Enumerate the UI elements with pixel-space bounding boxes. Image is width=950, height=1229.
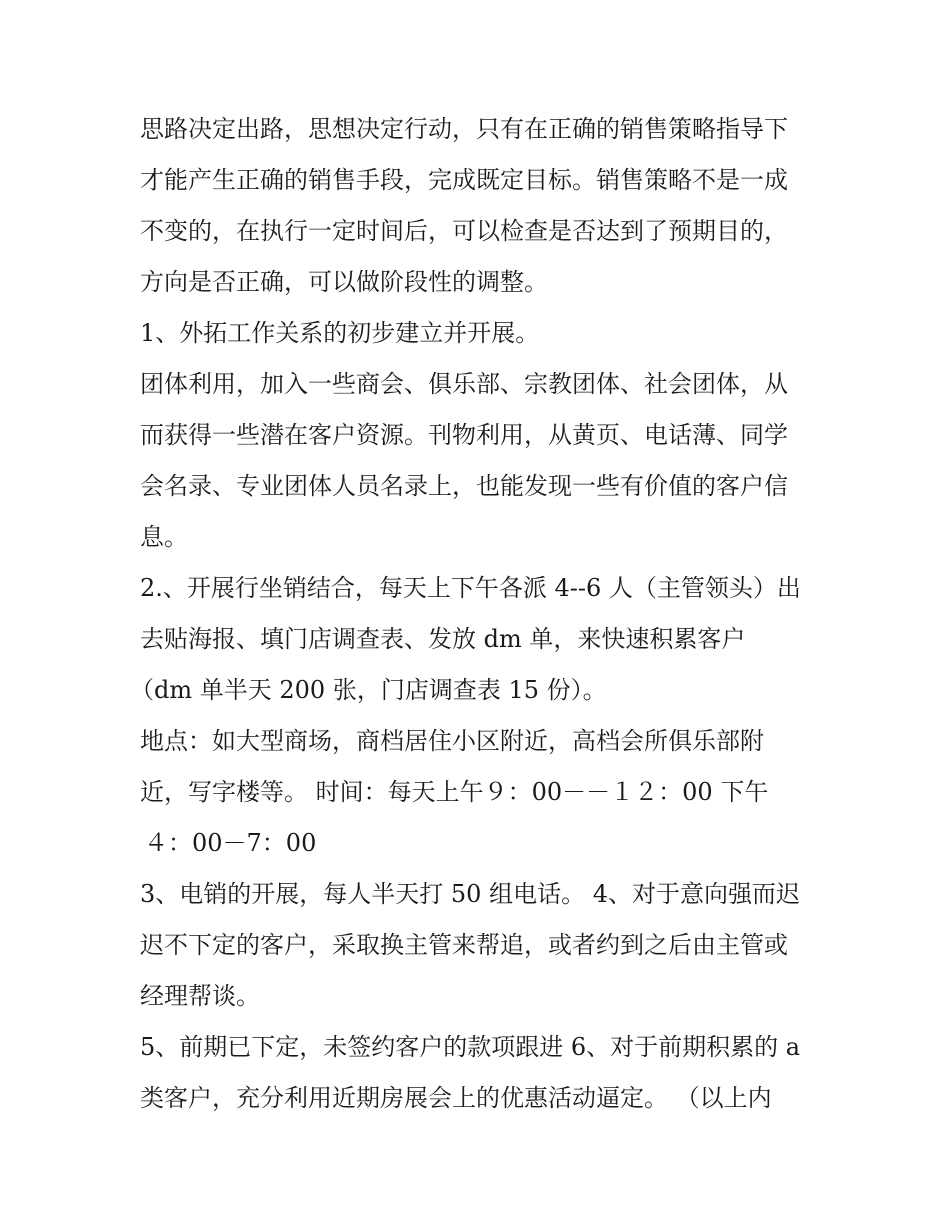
section-heading-3: 3、电销的开展，每人半天打 50 组电话。 4、对于意向强而迟 bbox=[140, 880, 800, 908]
section-heading-5: 5、前期已下定，未签约客户的款项跟进 6、对于前期积累的 a bbox=[140, 1033, 801, 1061]
text-line-8: 会名录、专业团体人员名录上，也能发现一些有价值的客户信 bbox=[140, 472, 788, 500]
section-heading-1: 1、外拓工作关系的初步建立并开展。 bbox=[140, 319, 540, 347]
text-line-17: 迟不下定的客户，采取换主管来帮追，或者约到之后由主管或 bbox=[140, 931, 788, 959]
text-line-9: 息。 bbox=[140, 523, 188, 551]
text-line-4: 方向是否正确，可以做阶段性的调整。 bbox=[140, 268, 548, 296]
text-line-13: 地点：如大型商场，商档居住小区附近，高档会所俱乐部附 bbox=[140, 727, 764, 755]
text-line-3: 不变的，在执行一定时间后，可以检查是否达到了预期目的， bbox=[140, 217, 788, 245]
section-heading-2: 2.、开展行坐销结合，每天上下午各派 4--6 人（主管领头）出 bbox=[140, 574, 801, 602]
text-line-11: 去贴海报、填门店调查表、发放 dm 单，来快速积累客户 bbox=[140, 625, 746, 653]
text-line-2: 才能产生正确的销售手段，完成既定目标。销售策略不是一成 bbox=[140, 166, 788, 194]
text-line-14: 近，写字楼等。 时间：每天上午９：00－－１２：00 下午 bbox=[140, 778, 769, 806]
text-line-1: 思路决定出路，思想决定行动，只有在正确的销售策略指导下 bbox=[140, 115, 788, 143]
text-line-6: 团体利用，加入一些商会、俱乐部、宗教团体、社会团体，从 bbox=[140, 370, 788, 398]
text-line-15: ４：00－7：00 bbox=[144, 829, 317, 857]
text-line-20: 类客户，充分利用近期房展会上的优惠活动逼定。 （以上内 bbox=[140, 1084, 772, 1112]
text-line-7: 而获得一些潜在客户资源。刊物利用，从黄页、电话薄、同学 bbox=[140, 421, 788, 449]
text-line-12: （dm 单半天 200 张，门店调查表 15 份）。 bbox=[130, 676, 607, 704]
text-line-18: 经理帮谈。 bbox=[140, 982, 260, 1010]
